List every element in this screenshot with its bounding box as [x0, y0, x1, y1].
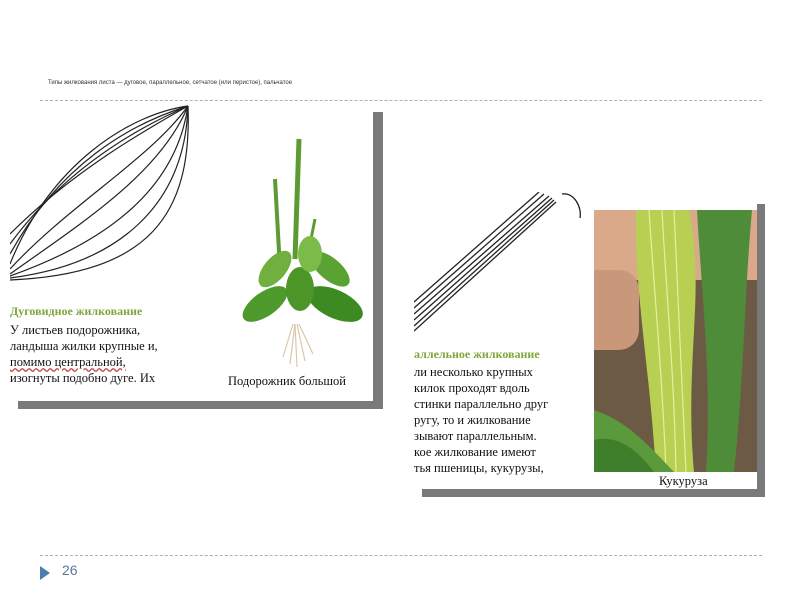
arcuate-venation-text [10, 322, 158, 386]
plantain-caption: Подорожник большой [228, 374, 346, 388]
parallel-venation-text [414, 364, 548, 476]
text-line: ландыша жилки крупные и, [10, 339, 158, 353]
right-panel [414, 192, 757, 489]
nav-arrow-icon[interactable] [40, 566, 50, 580]
parallel-venation-heading: аллельное жилкование [414, 347, 540, 361]
corn-caption: Кукуруза [659, 474, 708, 488]
arcuate-leaf-drawing [10, 104, 200, 284]
left-panel [10, 104, 373, 401]
text-line: У листьев подорожника, [10, 323, 141, 337]
text-line: тья пшеницы, кукурузы, [414, 461, 544, 475]
text-line: зывают параллельным. [414, 429, 537, 443]
corn-leaves [594, 210, 757, 472]
bottom-divider [40, 555, 762, 556]
text-line: килок проходят вдоль [414, 381, 530, 395]
corn-photo [594, 210, 757, 472]
slide-title: Типы жилкования листа — дуговое, параллельное, сетчатое (или перистое), пальчатое [48, 80, 293, 86]
text-line: ругу, то и жилкование [414, 413, 531, 427]
text-line: ли несколько крупных [414, 365, 533, 379]
text-line: кое жилкование имеют [414, 445, 536, 459]
text-line: изогнуты подобно дуге. Их [10, 371, 156, 385]
text-line: помимо центральной, [10, 355, 126, 369]
parallel-leaf-drawing [414, 192, 589, 332]
slide-number: 26 [62, 562, 78, 578]
arcuate-venation-heading: Дуговидное жилкование [10, 304, 143, 318]
text-line: стинки параллельно друг [414, 397, 549, 411]
plantain-plant-illustration [235, 129, 373, 369]
top-divider [40, 100, 762, 101]
